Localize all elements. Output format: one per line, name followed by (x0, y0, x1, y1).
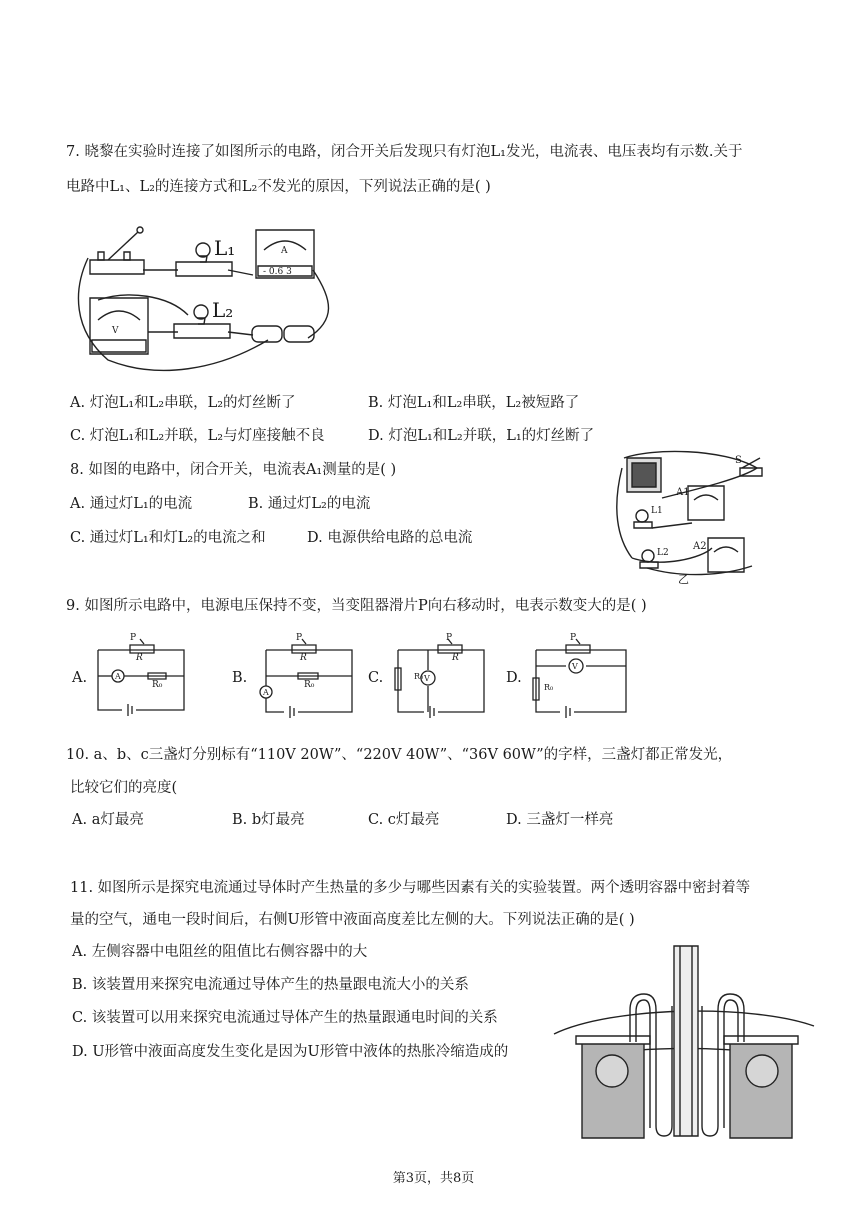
q11-apparatus-figure (552, 946, 818, 1144)
q9-b-label-r0: R₀ (304, 680, 315, 690)
q9-circuit-b (258, 636, 356, 716)
q10-option-c[interactable]: C. c灯最亮 (368, 812, 440, 828)
q8-option-a[interactable]: A. 通过灯L₁的电流 (70, 496, 193, 512)
q9-option-d[interactable]: D. (506, 670, 522, 686)
page-footer: 第3页，共8页 (392, 1171, 475, 1186)
q11-option-c[interactable]: C. 该装置可以用来探究电流通过导体产生的热量跟通电时间的关系 (72, 1010, 498, 1026)
svg-text:V: V (572, 662, 578, 671)
q8-fig-label-a2: A2 (693, 541, 707, 552)
q7-stem-line2: 电路中L₁、L₂的连接方式和L₂不发光的原因，下列说法正确的是( ) (66, 179, 491, 195)
q7-option-a[interactable]: A. 灯泡L₁和L₂串联，L₂的灯丝断了 (70, 395, 296, 411)
q9-c-label-r0: R₀ (414, 672, 424, 681)
q9-option-c[interactable]: C. (368, 670, 384, 686)
q10-option-a[interactable]: A. a灯最亮 (72, 812, 144, 828)
q8-fig-label-l2: L2 (657, 548, 669, 558)
q7-option-c[interactable]: C. 灯泡L₁和L₂并联，L₂与灯座接触不良 (70, 428, 325, 444)
q8-fig-label-s: S (735, 455, 742, 466)
q9-option-b[interactable]: B. (232, 670, 248, 686)
q7-voltmeter-v-mark: V (112, 326, 119, 336)
q10-stem-line1: 10. a、b、c三盏灯分别标有“110V 20W”、“220V 40W”、“36V 60W”的字样，三盏灯都正常发光， (66, 747, 733, 763)
q9-stem: 9. 如图所示电路中，电源电压保持不变，当变阻器滑片P向右移动时，电表示数变大的是( ) (66, 598, 647, 614)
q9-a-label-r: R (136, 653, 143, 663)
q10-option-b[interactable]: B. b灯最亮 (232, 812, 305, 828)
q7-stem-line1: 7. 晓黎在实验时连接了如图所示的电路，闭合开关后发现只有灯泡L₁发光，电流表、电压表均有示数.关于 (66, 144, 743, 160)
q11-option-b[interactable]: B. 该装置用来探究电流通过导体产生的热量跟电流大小的关系 (72, 977, 469, 993)
q11-stem-line1: 11. 如图所示是探究电流通过导体时产生热量的多少与哪些因素有关的实验装置。两个透明容器中密封着等 (70, 880, 751, 896)
q9-b-label-r: R (300, 653, 307, 663)
q9-d-label-r0: R₀ (544, 683, 554, 692)
svg-text:A: A (115, 672, 121, 681)
q11-option-d[interactable]: D. U形管中液面高度发生变化是因为U形管中液体的热胀冷缩造成的 (72, 1044, 509, 1060)
q9-d-label-p: P (570, 633, 577, 643)
q8-circuit-figure (612, 448, 772, 584)
svg-text:V: V (424, 674, 430, 683)
q10-option-d[interactable]: D. 三盏灯一样亮 (506, 812, 614, 828)
q10-stem-line2: 比较它们的亮度( (70, 780, 178, 796)
q11-option-a[interactable]: A. 左侧容器中电阻丝的阻值比右侧容器中的大 (72, 944, 368, 960)
q7-figure-label-l2: L₂ (212, 298, 234, 322)
q7-option-b[interactable]: B. 灯泡L₁和L₂串联，L₂被短路了 (368, 395, 580, 411)
q11-stem-line2: 量的空气，通电一段时间后，右侧U形管中液面高度差比左侧的大。下列说法正确的是( ) (70, 912, 635, 928)
q9-circuit-c (392, 636, 488, 716)
q9-c-label-r: R (452, 653, 459, 663)
q8-fig-label-l1: L1 (651, 506, 663, 516)
q8-option-d[interactable]: D. 电源供给电路的总电流 (307, 530, 473, 546)
q9-c-label-p: P (446, 633, 453, 643)
q7-circuit-figure (68, 220, 338, 370)
svg-text:A: A (263, 688, 269, 697)
q9-circuit-a (96, 636, 186, 714)
q9-circuit-d (530, 636, 630, 716)
q9-option-a[interactable]: A. (72, 670, 88, 686)
q7-ammeter-a-mark: A (281, 246, 288, 256)
q7-figure-label-l1: L₁ (214, 236, 236, 260)
q8-option-c[interactable]: C. 通过灯L₁和灯L₂的电流之和 (70, 530, 266, 546)
q9-a-label-p: P (130, 633, 137, 643)
q8-fig-label-a1: A1 (676, 487, 690, 498)
q7-ammeter-scale-label: - 0.6 3 (263, 267, 292, 277)
q8-option-b[interactable]: B. 通过灯L₂的电流 (248, 496, 371, 512)
q9-b-label-p: P (296, 633, 303, 643)
q8-fig-label-yi: 乙 (678, 573, 689, 586)
q7-option-d[interactable]: D. 灯泡L₁和L₂并联，L₁的灯丝断了 (368, 428, 595, 444)
q8-stem: 8. 如图的电路中，闭合开关，电流表A₁测量的是( ) (70, 462, 397, 478)
q9-a-label-r0: R₀ (152, 680, 163, 690)
